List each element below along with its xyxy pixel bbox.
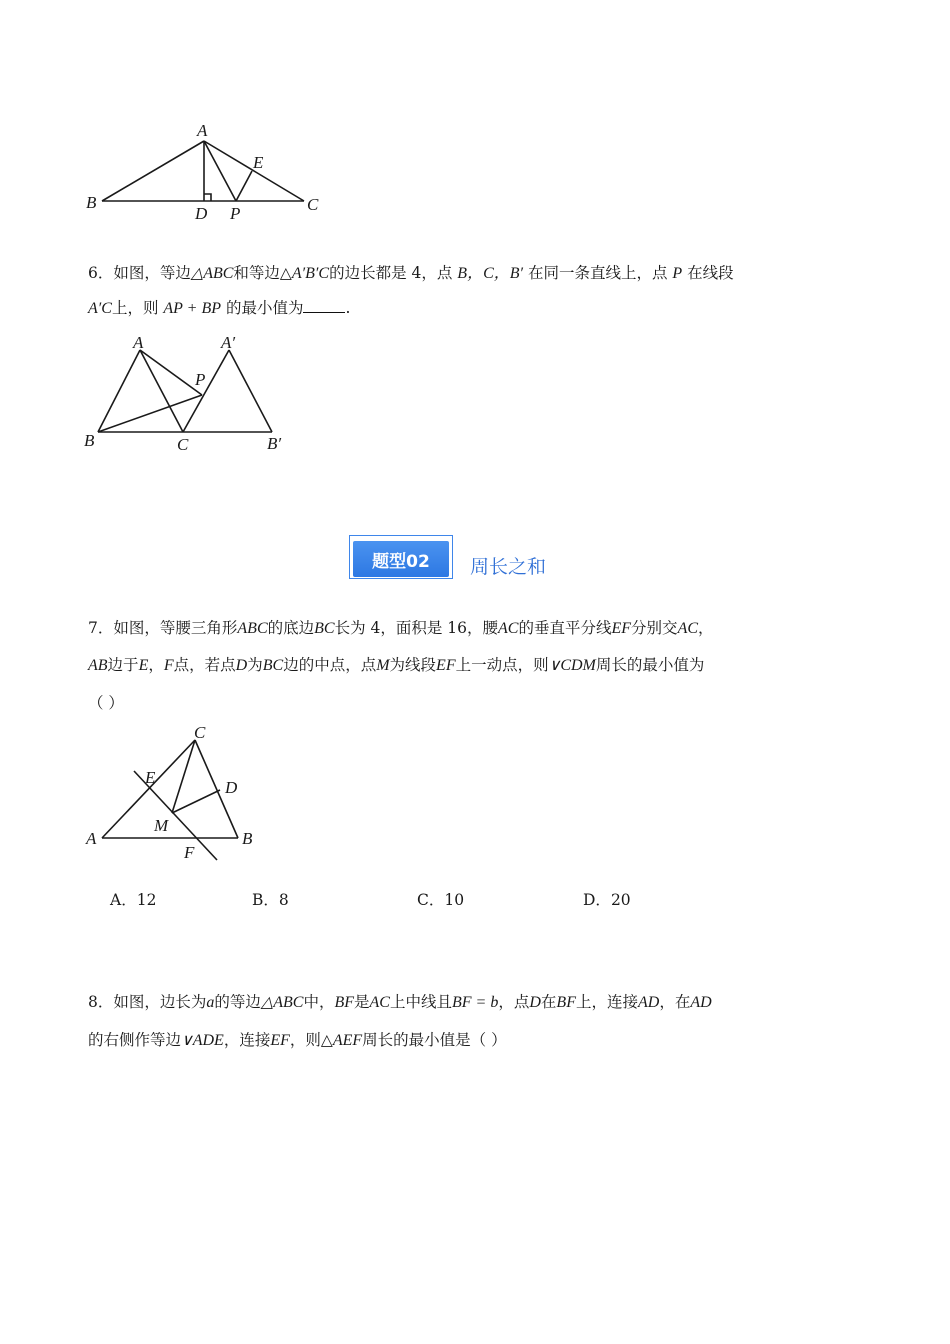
label-d: D xyxy=(225,778,238,797)
badge-label: 题型02 xyxy=(353,541,449,577)
question-6-line-1: 6．如图，等边△ABC和等边△A′B′C的边长都是 4，点 B，C，B′ 在同一条直线上，点 P 在线段 xyxy=(88,264,734,282)
segment-ba xyxy=(102,141,204,201)
section-title: 周长之和 xyxy=(470,556,547,578)
segment-a2b2 xyxy=(229,350,272,432)
option-b[interactable]: B．8 xyxy=(252,891,289,909)
label-c: C xyxy=(307,195,319,214)
label-a: A xyxy=(86,829,97,848)
label-p: P xyxy=(195,370,206,389)
label-b: B xyxy=(86,193,97,212)
option-d[interactable]: D．20 xyxy=(583,891,631,909)
label-a-prime: A′ xyxy=(221,333,236,352)
label-c: C xyxy=(177,435,189,454)
right-angle-mark xyxy=(204,194,211,201)
label-c: C xyxy=(194,723,206,742)
question-8-line-2: 的右侧作等边∨ADE，连接EF，则△AEF周长的最小值是（ ） xyxy=(88,1031,507,1049)
label-a: A xyxy=(197,121,208,140)
segment-ap xyxy=(140,350,202,395)
segment-pe xyxy=(236,171,252,201)
question-8-line-1: 8．如图，边长为a的等边△ABC中，BF是AC上中线且BF = b，点D在BF上，连接AD，在AD xyxy=(88,993,712,1011)
label-a: A xyxy=(133,333,144,352)
question-6-line-2: A′C上，则 AP + BP 的最小值为 . xyxy=(88,299,351,317)
label-f: F xyxy=(184,843,195,862)
label-p: P xyxy=(230,204,241,223)
question-7-line-2: AB边于E，F点，若点D为BC边的中点，点M为线段EF上一动点，则∨CDM周长的最小值为 xyxy=(88,656,705,674)
segment-md xyxy=(172,790,220,813)
label-b: B xyxy=(84,431,95,450)
answer-blank[interactable] xyxy=(303,298,345,313)
label-d: D xyxy=(195,204,208,223)
segment-ac xyxy=(102,740,195,838)
segment-ac xyxy=(140,350,183,432)
question-7-line-1: 7．如图，等腰三角形ABC的底边BC长为 4，面积是 16，腰AC的垂直平分线EF分别交AC， xyxy=(88,619,714,637)
label-e: E xyxy=(145,768,156,787)
label-m: M xyxy=(154,816,169,835)
question-7-line-3: （ ） xyxy=(88,694,124,712)
option-a[interactable]: A．12 xyxy=(110,891,157,909)
label-b: B xyxy=(242,829,253,848)
label-e: E xyxy=(253,153,264,172)
figure-triangle-abc-altitude xyxy=(80,118,340,228)
figure-two-equilateral-triangles xyxy=(80,330,300,458)
segment-ca2 xyxy=(183,350,229,432)
section-badge xyxy=(349,535,455,581)
figure-isosceles-perpendicular-bisector xyxy=(80,720,280,868)
option-c[interactable]: C．10 xyxy=(417,891,465,909)
segment-cm xyxy=(172,740,195,813)
label-b-prime: B′ xyxy=(267,434,282,453)
